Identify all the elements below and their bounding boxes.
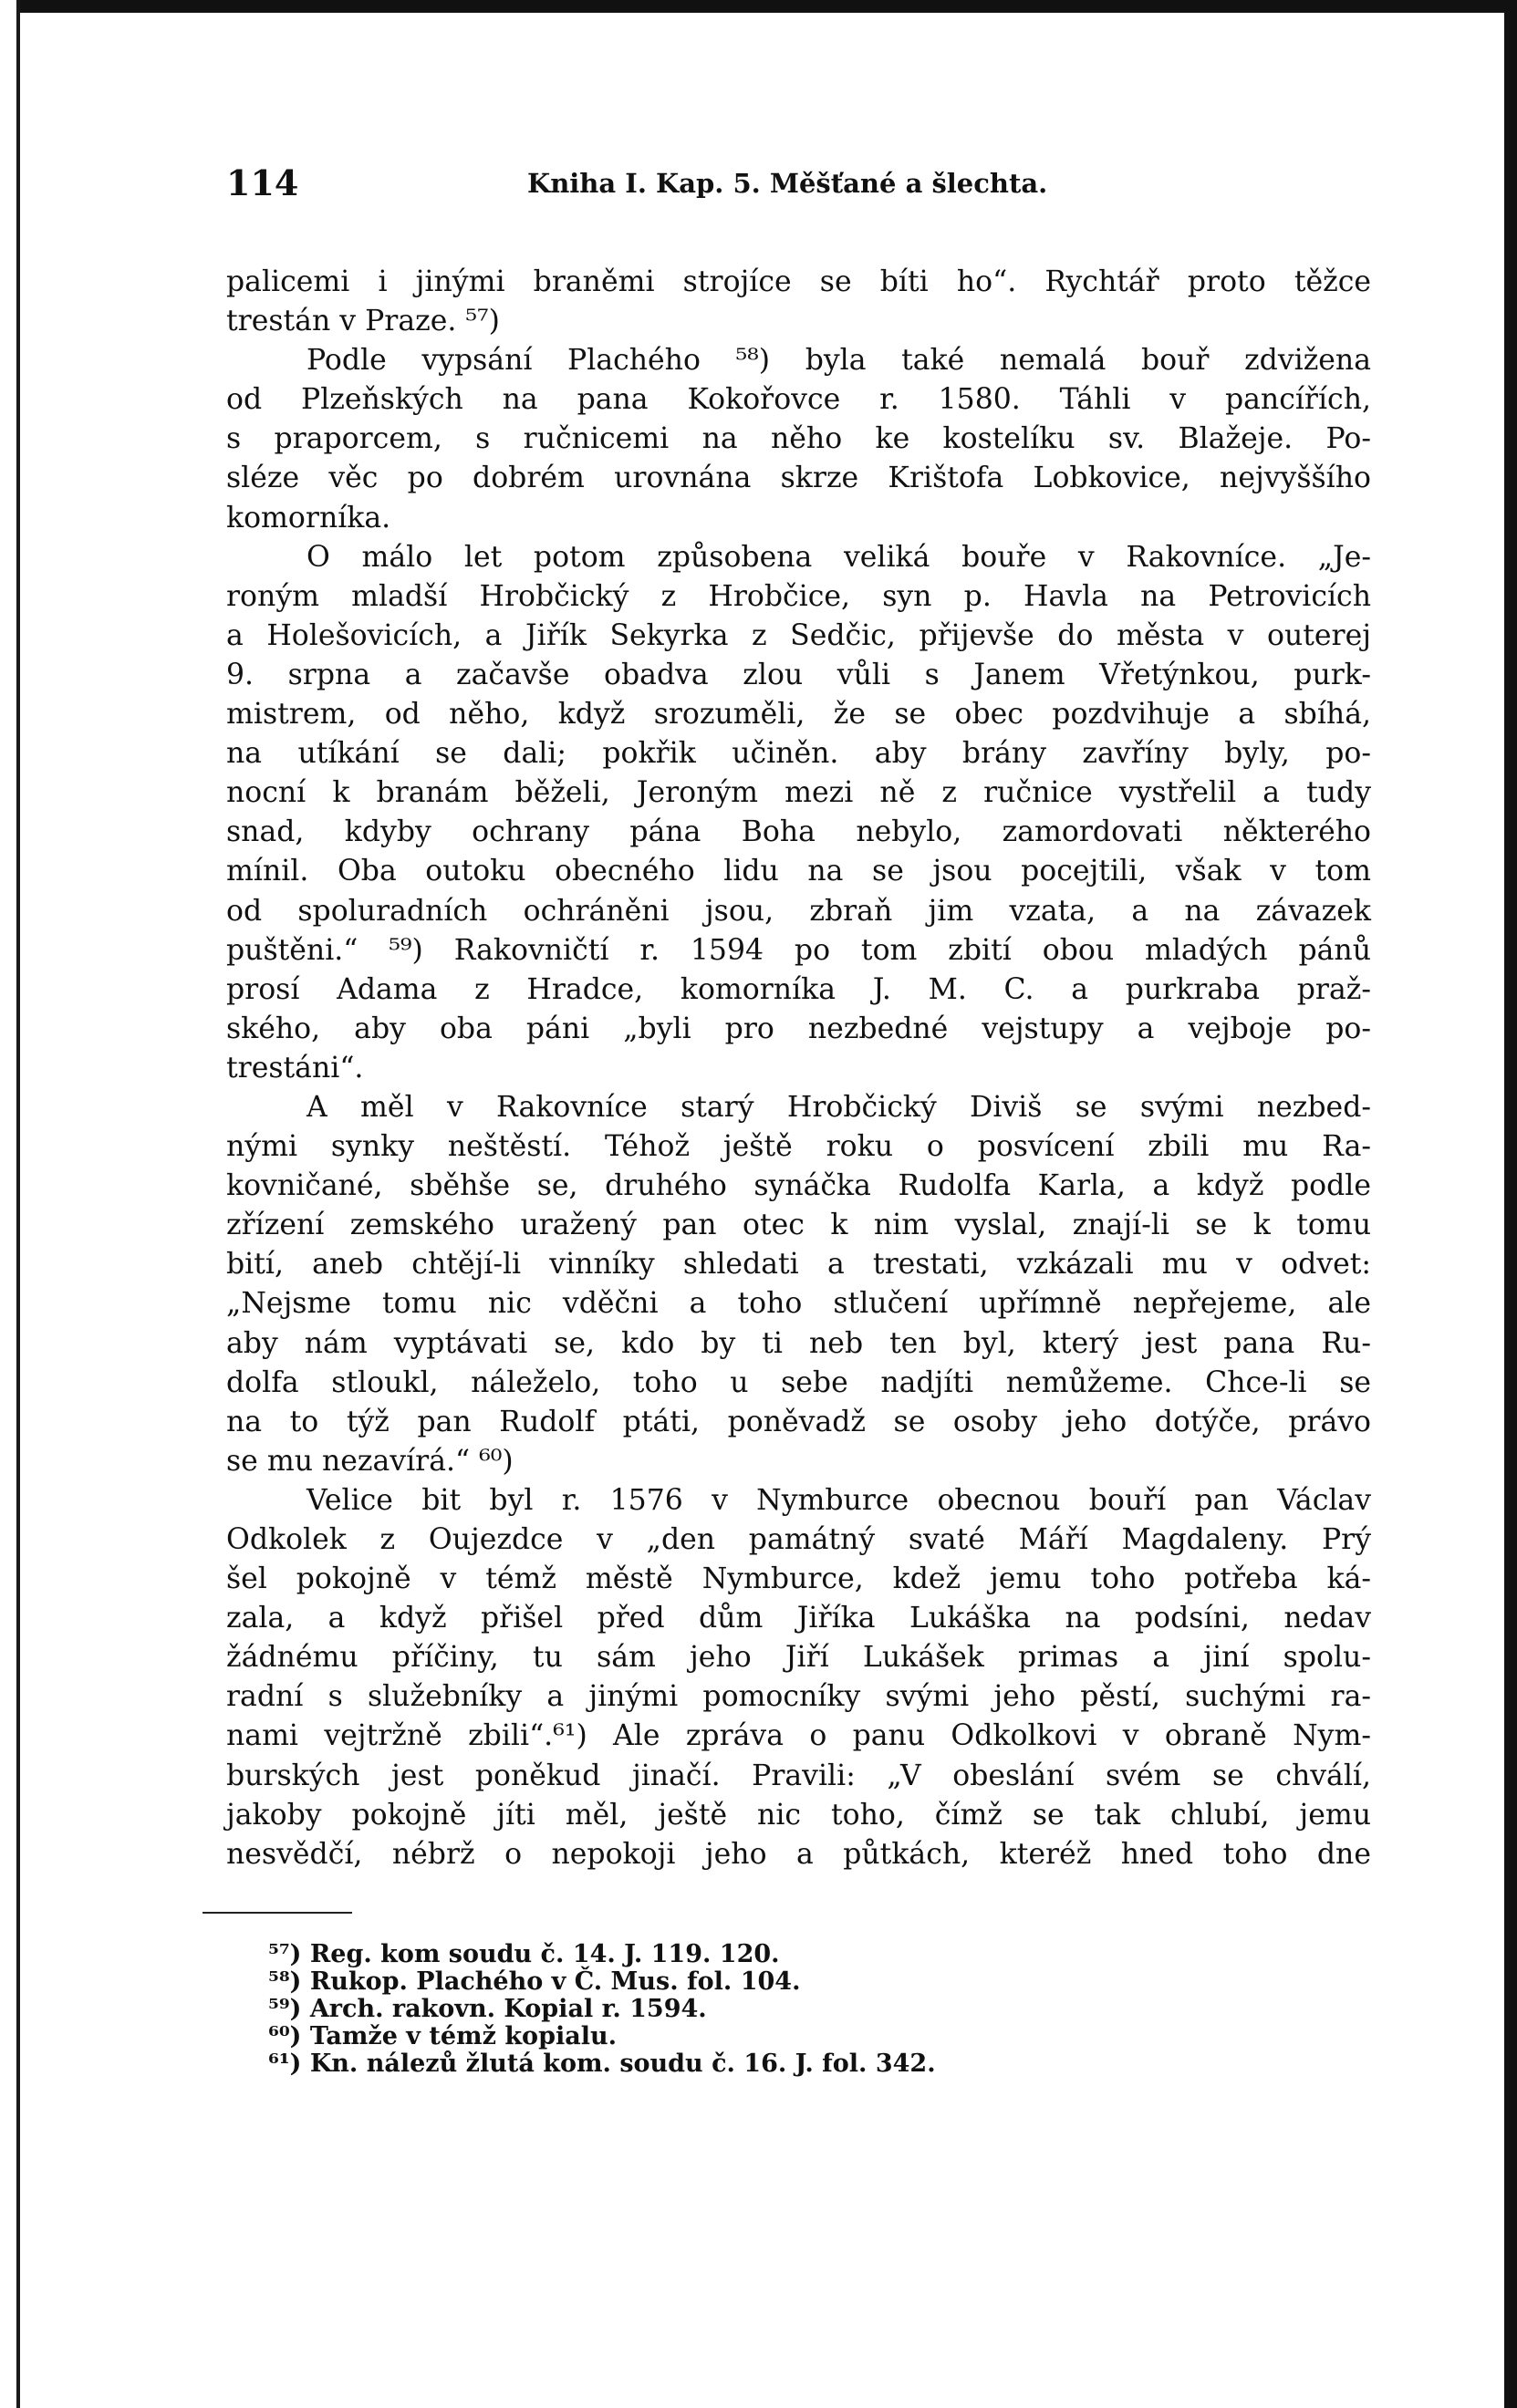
text-line: puštěni.“ ⁵⁹) Rakovničtí r. 1594 po tom zbití obou mladých pánů [226,933,1371,967]
text-line: se mu nezavírá.“ ⁶⁰) [226,1444,514,1478]
footnote: ⁵⁷) Reg. kom soudu č. 14. J. 119. 120. [268,1940,780,1968]
text-line: A měl v Rakovníce starý Hrobčický Diviš se svými nezbed- [307,1090,1371,1124]
text-line: radní s služebníky a jinými pomocníky svými jeho pěstí, suchými ra- [226,1680,1371,1714]
text-line: nými synky neštěstí. Téhož ještě roku o posvícení zbili mu Ra- [226,1130,1371,1164]
body-text [226,263,1371,1874]
text-line: O málo let potom způsobena veliká bouře v Rakovníce. „Je- [307,540,1371,574]
text-line: Velice bit byl r. 1576 v Nymburce obecnou bouří pan Václav [307,1483,1371,1517]
text-line: „Nejsme tomu nic vděčni a toho stlučení upřímně nepřejeme, ale [226,1287,1371,1321]
footnote-divider [203,1912,352,1914]
text-line: sléze věc po dobrém urovnána skrze Krištofa Lobkovice, nejvyššího [226,462,1371,495]
text-line: žádnému příčiny, tu sám jeho Jiří Lukášek primas a jiní spolu- [226,1641,1371,1675]
page-header [226,162,1065,217]
text-line: trestáni“. [226,1051,364,1085]
text-line: a Holešovicích, a Jiřík Sekyrka z Sedčic, přijevše do města v outerej [226,618,1371,652]
text-line: nami vejtržně zbili“.⁶¹) Ale zpráva o panu Odkolkovi v obraně Nym- [226,1719,1371,1753]
footnote: ⁵⁹) Arch. rakovn. Kopial r. 1594. [268,1995,707,2023]
text-line: dolfa stloukl, náleželo, toho u sebe nadjíti nemůžeme. Chce-li se [226,1365,1371,1399]
text-line: jakoby pokojně jíti měl, ještě nic toho, čímž se tak chlubí, jemu [226,1798,1371,1832]
text-line: nocní k branám běželi, Jeroným mezi ně z ručnice vystřelil a tudy [226,776,1371,810]
footnote: ⁶¹) Kn. nálezů žlutá kom. soudu č. 16. J. fol. 342. [268,2050,936,2078]
text-line: zala, a když přišel před dům Jiříka Lukáška na podsíni, nedav [226,1602,1371,1635]
text-line: na utíkání se dali; pokřik učiněn. aby brány zavříny byly, po- [226,737,1371,771]
text-line: trestán v Praze. ⁵⁷) [226,305,500,338]
scan-edge-left [16,0,20,2408]
footnote: ⁵⁸) Rukop. Plachého v Č. Mus. fol. 104. [268,1967,801,1996]
text-line: s praporcem, s ručnicemi na něho ke kostelíku sv. Blažeje. Po- [226,422,1371,456]
text-line: od spoluradních ochráněni jsou, zbraň jim vzata, a na závazek [226,894,1371,928]
text-line: od Plzeňských na pana Kokořovce r. 1580. Táhli v pancířích, [226,383,1371,417]
text-line: palicemi i jinými braněmi strojíce se bíti ho“. Rychtář proto těžce [226,265,1371,298]
text-line: snad, kdyby ochrany pána Boha nebylo, zamordovati některého [226,815,1371,849]
scan-edge-right [1504,0,1517,2408]
scan-edge-top [16,0,1517,13]
running-head: Kniha I. Kap. 5. Měšťané a šlechta. [527,168,1048,199]
page-number: 114 [226,162,299,203]
text-line: zřízení zemského uražený pan otec k nim vyslal, znají-li se k tomu [226,1209,1371,1242]
text-line: mínil. Oba outoku obecného lidu na se jsou pocejtili, však v tom [226,855,1371,888]
text-line: prosí Adama z Hradce, komorníka J. M. C. a purkrabа praž- [226,972,1371,1006]
text-line: komorníka. [226,501,391,535]
text-line: roným mladší Hrobčický z Hrobčice, syn p. Havla na Petrovicích [226,579,1371,613]
text-line: kovničané, sběhše se, druhého synáčka Rudolfa Karla, a když podle [226,1169,1371,1203]
text-line: 9. srpna a začavše obadva zlou vůli s Janem Vřetýnkou, purk- [226,658,1371,691]
footnotes [268,1941,1089,2078]
text-line: nesvědčí, nébrž o nepokoji jeho a půtkách, kteréž hned toho dne [226,1837,1371,1871]
text-line: Odkolek z Oujezdce v „den památný svaté Máří Magdaleny. Prý [226,1523,1371,1556]
text-line: Podle vypsání Plachého ⁵⁸) byla také nemalá bouř zdvižena [307,344,1371,378]
text-line: bití, aneb chtějí-li vinníky shledati a trestati, vzkázali mu v odvet: [226,1248,1371,1282]
text-line: mistrem, od něho, když srozuměli, že se obec pozdvihuje a sbíhá, [226,698,1371,732]
footnote: ⁶⁰) Tamže v témž kopialu. [268,2022,617,2050]
text-line: na to týž pan Rudolf ptáti, poněvadž se osoby jeho dotýče, právo [226,1405,1371,1438]
text-line: burských jest poněkud jinačí. Pravili: „V obeslání svém se chválí, [226,1759,1371,1792]
text-line: aby nám vyptávati se, kdo by ti neb ten byl, který jest pana Ru- [226,1326,1371,1360]
text-line: šel pokojně v témž městě Nymburce, kdež jemu toho potřeba ká- [226,1562,1371,1596]
text-line: ského, aby oba páni „byli pro nezbedné vejstupy a vejboje po- [226,1012,1371,1045]
